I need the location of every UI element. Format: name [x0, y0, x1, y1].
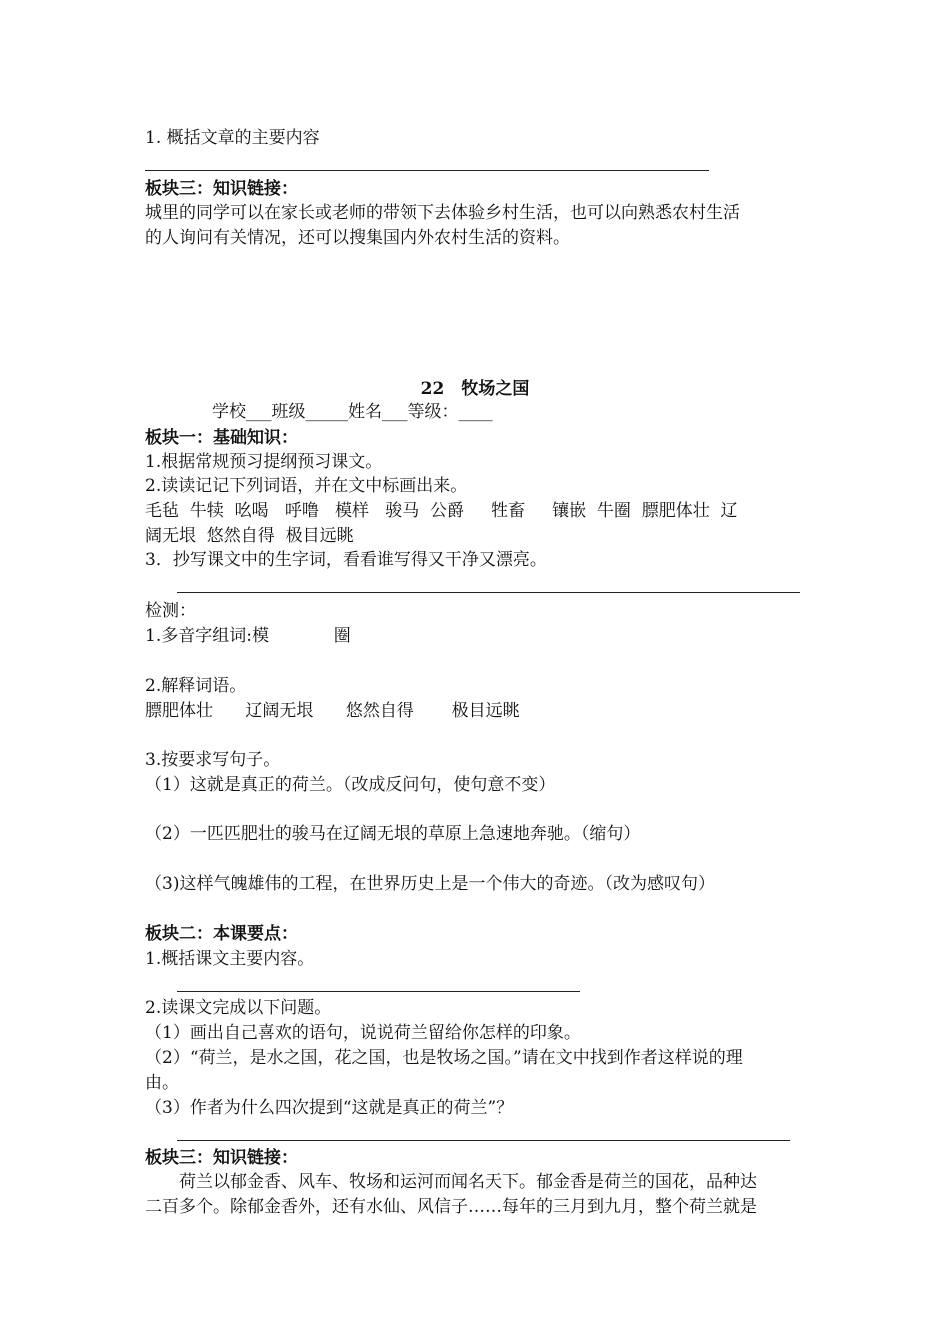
section3-heading: 板块三：知识链接： — [145, 179, 298, 199]
answer-line — [177, 1140, 790, 1141]
section2-heading: 板块二：本课要点： — [145, 924, 298, 944]
check-item: 2.解释词语。 — [145, 676, 247, 696]
answer-line — [177, 991, 580, 992]
answer-line — [177, 592, 800, 593]
section3-text: 二百多个。除郁金香外，还有水仙、风信子……每年的三月到九月，整个荷兰就是 — [145, 1197, 757, 1217]
section2-item: 2.读课文完成以下问题。 — [145, 998, 332, 1018]
check-subitem: （1）这就是真正的荷兰。（改成反问句，使句意不变） — [145, 775, 556, 795]
answer-line — [145, 170, 709, 171]
check-heading: 检测： — [145, 601, 196, 621]
check-subitem: （2）一匹匹肥壮的骏马在辽阔无垠的草原上急速地奔驰。（缩句） — [145, 824, 641, 844]
question-summary: 1. 概括文章的主要内容 — [145, 128, 320, 148]
section1-item: 3．抄写课文中的生字词，看看谁写得又干净又漂亮。 — [145, 550, 547, 570]
section2-item: 1.概括课文主要内容。 — [145, 949, 315, 969]
section3-text: 城里的同学可以在家长或老师的带领下去体验乡村生活，也可以向熟悉农村生活 — [145, 203, 740, 223]
section2-question: （2）“荷兰，是水之国，花之国，也是牧场之国。”请在文中找到作者这样说的理 — [145, 1048, 743, 1068]
section1-item: 1.根据常规预习提纲预习课文。 — [145, 452, 383, 472]
section3-heading: 板块三：知识链接： — [145, 1148, 298, 1168]
section3-text: 的人询问有关情况，还可以搜集国内外农村生活的资料。 — [145, 228, 570, 248]
check-subitem: （3)这样气魄雄伟的工程，在世界历史上是一个伟大的奇迹。（改为感叹句） — [145, 874, 715, 894]
section1-item: 2.读读记记下列词语，并在文中标画出来。 — [145, 476, 468, 496]
section1-heading: 板块一：基础知识： — [145, 428, 298, 448]
check-item: 3.按要求写句子。 — [145, 750, 281, 770]
vocab-list: 毛毡 牛犊 吆喝 呼噜 模样 骏马 公爵 牲畜 镶嵌 牛圈 膘肥体壮 辽 — [145, 501, 738, 521]
check-words: 膘肥体壮 辽阔无垠 悠然自得 极目远眺 — [145, 701, 520, 721]
section2-question: （3）作者为什么四次提到“这就是真正的荷兰”？ — [145, 1098, 514, 1118]
check-item: 1.多音字组词:模 圈 — [145, 626, 351, 646]
lesson-title: 22 牧场之国 — [420, 379, 530, 399]
section3-text: 荷兰以郁金香、风车、牧场和运河而闻名天下。郁金香是荷兰的国花，品种达 — [145, 1172, 757, 1192]
section2-question: （1）画出自己喜欢的语句，说说荷兰留给你怎样的印象。 — [145, 1023, 581, 1043]
vocab-list: 阔无垠 悠然自得 极目远眺 — [145, 526, 354, 546]
student-info-line: 学校___班级_____姓名___等级：____ — [212, 402, 493, 422]
section2-question: 由。 — [145, 1073, 179, 1093]
